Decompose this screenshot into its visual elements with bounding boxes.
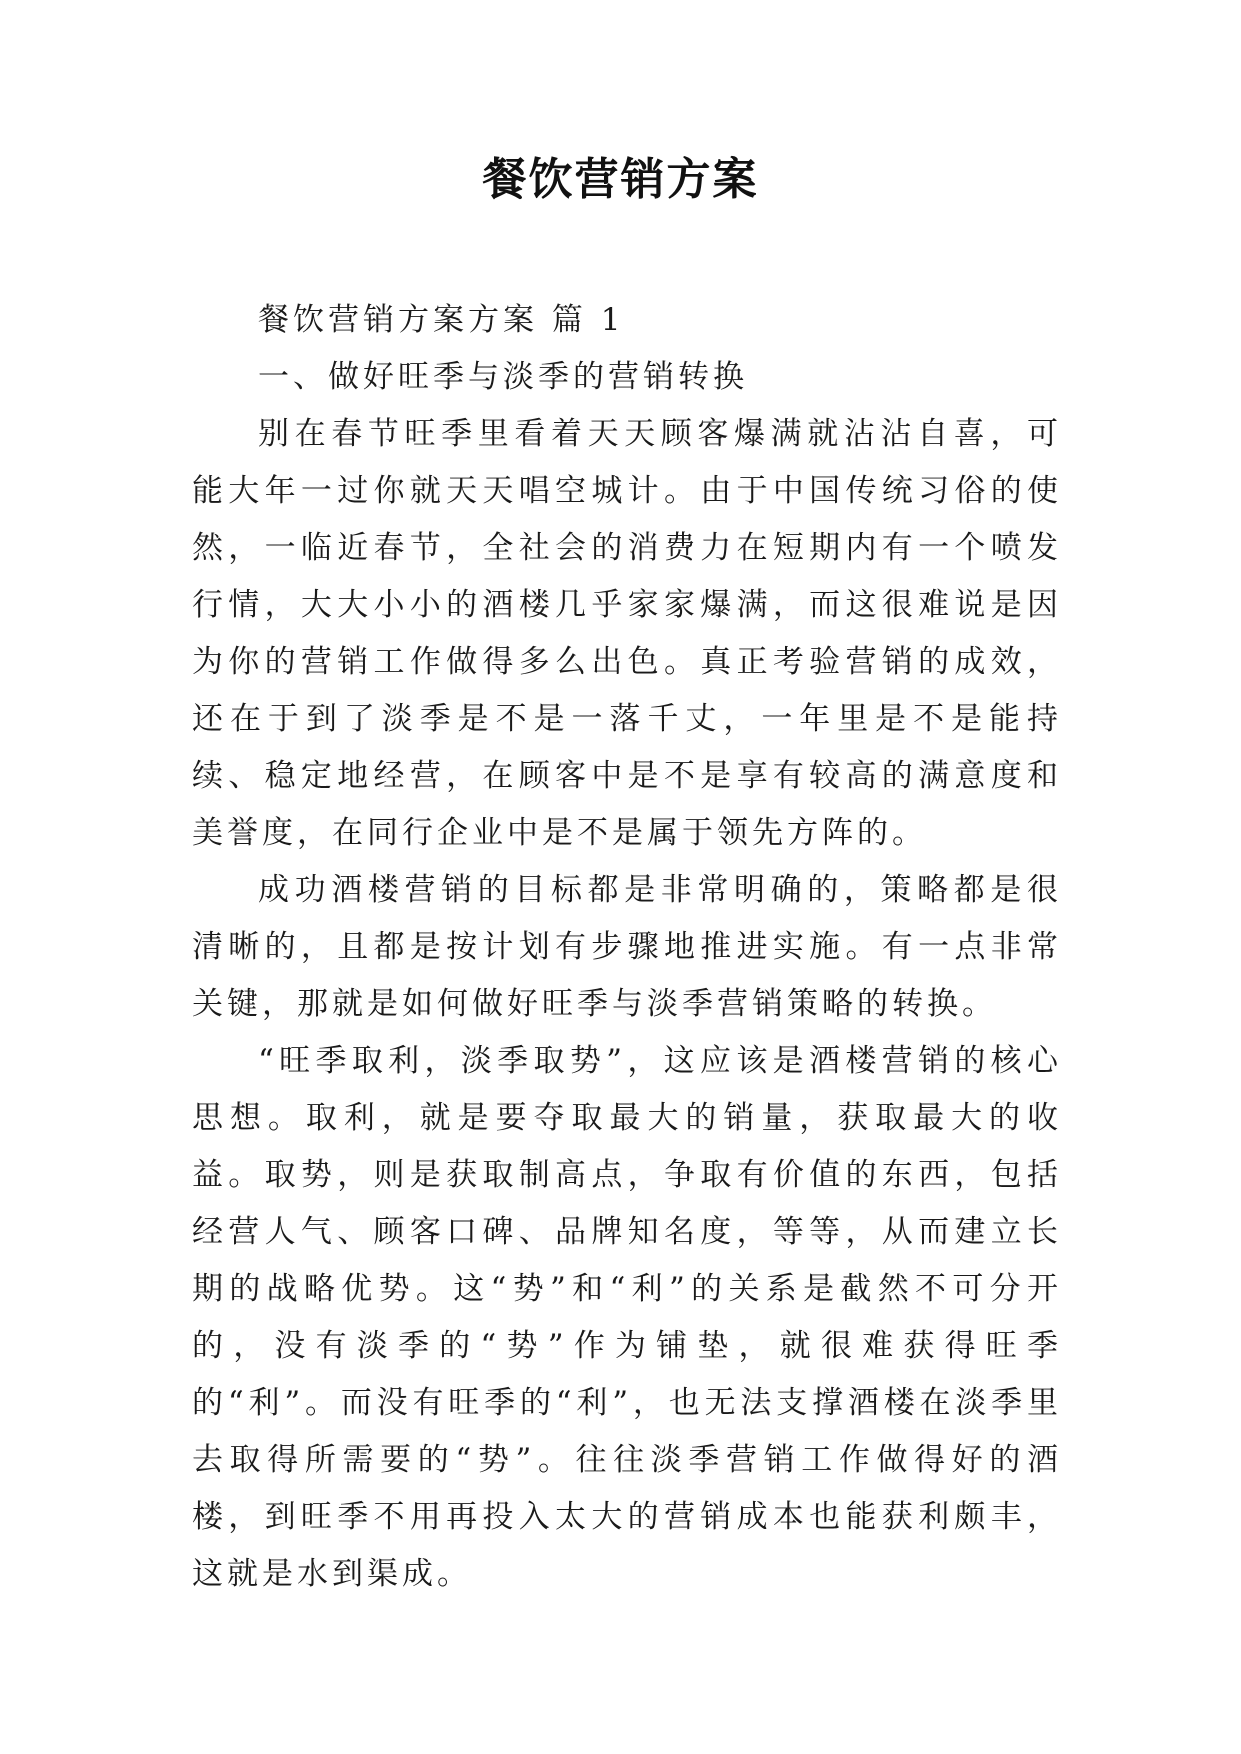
subtitle-line: 餐饮营销方案方案 篇 1 — [258, 302, 625, 338]
section-heading: 一、做好旺季与淡季的营销转换 — [258, 359, 748, 395]
paragraph-1: 别在春节旺季里看着天天顾客爆满就沾沾自喜，可能大年一过你就天天唱空城计。由于中国传统习俗的使然，一临近春节，全社会的消费力在短期内有一个喷发行情，大大小小的酒楼几乎家家爆满，而这很难说是因为你的营销工作做得多么出色。真正考验营销的成效，还在于到了淡季是不是一落千丈，一年里是不是能持续、稳定地经营，在顾客中是不是享有较高的满意度和美誉度，在同行企业中是不是属于领先方阵的。 — [192, 416, 1062, 851]
paragraph-2: 成功酒楼营销的目标都是非常明确的，策略都是很清晰的，且都是按计划有步骤地推进实施。有一点非常关键，那就是如何做好旺季与淡季营销策略的转换。 — [192, 872, 1062, 1022]
document-body — [192, 292, 1062, 1603]
document-title: 餐饮营销方案 — [482, 154, 759, 205]
paragraph-3: “旺季取利，淡季取势”，这应该是酒楼营销的核心思想。取利，就是要夺取最大的销量，获取最大的收益。取势，则是获取制高点，争取有价值的东西，包括经营人气、顾客口碑、品牌知名度，等等，从而建立长期的战略优势。这“势”和“利”的关系是截然不可分开的，没有淡季的“势”作为铺垫，就很难获得旺季的“利”。而没有旺季的“利”，也无法支撑酒楼在淡季里去取得所需要的“势”。往往淡季营销工作做得好的酒楼，到旺季不用再投入太大的营销成本也能获利颇丰，这就是水到渠成。 — [192, 1043, 1062, 1592]
